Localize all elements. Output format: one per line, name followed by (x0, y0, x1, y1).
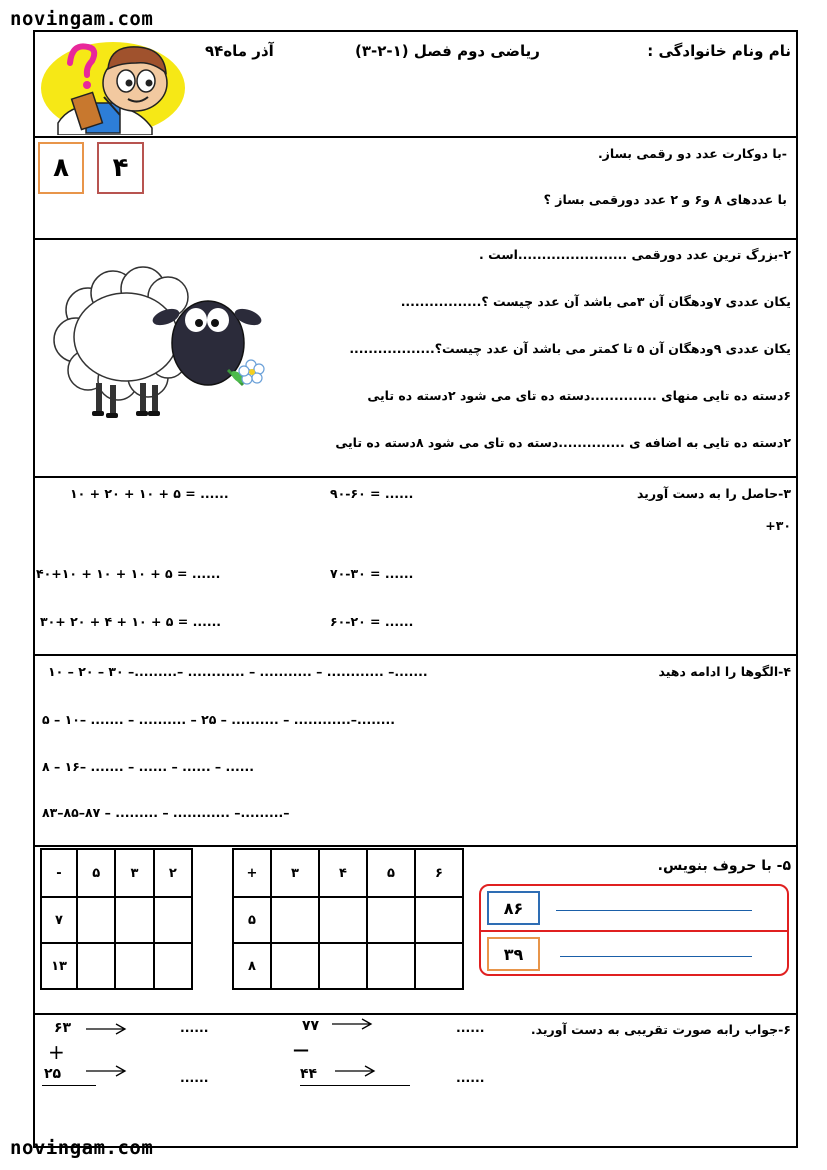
header-cell: ۳ (115, 849, 153, 897)
date-label: آذر ماه۹۴ (205, 42, 274, 60)
answer-cell[interactable] (367, 897, 415, 943)
divider (33, 476, 798, 478)
row-header-cell: ۱۳ (41, 943, 77, 989)
answer-cell[interactable] (415, 897, 463, 943)
header-cell: ۴ (319, 849, 367, 897)
answer-cell[interactable] (154, 897, 192, 943)
q6-add-top: ۶۳ (54, 1020, 72, 1036)
divider (33, 654, 798, 656)
q5-title: ۵- با حروف بنویس. (657, 858, 791, 874)
q4-title: ۴-الگوها را ادامه دهید (658, 664, 791, 679)
header-cell: ۶ (415, 849, 463, 897)
answer-cell[interactable] (154, 943, 192, 989)
number-box-86: ۸۶ (487, 891, 540, 925)
name-label: نام ونام خانوادگی : (647, 42, 791, 60)
op-cell: - (41, 849, 77, 897)
q6-add-bottom: ۲۵ (44, 1066, 62, 1082)
watermark-top: novingam.com (10, 8, 154, 30)
row-header-cell: ۷ (41, 897, 77, 943)
q3-expr: ۳۰+ ۲۰ + ۴ + ۱۰ + ۵ = ...... (40, 614, 222, 629)
q2-line5: ۲دسته ده تایی به اضافه ی ..............دسته ده تای می شود ۸دسته ده تایی (335, 435, 791, 450)
header-cell: ۵ (77, 849, 115, 897)
answer-cell[interactable] (271, 943, 319, 989)
q6-sub-op: — (293, 1040, 309, 1059)
frame-divider (481, 930, 787, 932)
q3-expr: ۹۰-۶۰ = ...... (330, 486, 414, 501)
sum-line (42, 1085, 96, 1086)
answer-cell[interactable] (319, 897, 367, 943)
q4-pattern: ۵ – ۱۰– ....... – .......... – ۲۵ – .......... – ............–........ (42, 712, 395, 727)
q3-expr: ۱۰ + ۲۰ + ۱۰ + ۵ = ...... (70, 486, 229, 501)
q2-line4: ۶دسته ده تایی منهای ..............دسته ده تای می شود ۲دسته ده تایی (367, 388, 791, 403)
watermark-bottom: novingam.com (10, 1137, 154, 1159)
arrow-right-icon (84, 1064, 130, 1078)
op-cell: + (233, 849, 271, 897)
answer-cell[interactable] (115, 897, 153, 943)
arrow-right-icon (330, 1017, 376, 1031)
answer-cell[interactable] (415, 943, 463, 989)
answer-cell[interactable] (319, 943, 367, 989)
q2-line3: یکان عددی ۹ودهگان آن ۵ تا کمتر می باشد آن عدد چیست؟.................. (349, 341, 791, 356)
difference-line (300, 1085, 410, 1086)
subject-title: ریاضی دوم فصل (۱-۲-۳) (355, 42, 540, 60)
divider (33, 1013, 798, 1015)
q6-blank[interactable]: ...... (456, 1020, 485, 1035)
subtraction-table (40, 848, 193, 990)
q1-line1: -با دوکارت عدد دو رقمی بساز. (597, 146, 787, 161)
answer-cell[interactable] (271, 897, 319, 943)
row-header-cell: ۸ (233, 943, 271, 989)
number-box-39: ۳۹ (487, 937, 540, 971)
answer-cell[interactable] (115, 943, 153, 989)
divider (33, 238, 798, 240)
divider (33, 136, 798, 138)
q6-blank[interactable]: ...... (180, 1020, 209, 1035)
q6-title: ۶-جواب رابه صورت تقریبی به دست آورید. (530, 1022, 791, 1037)
q4-pattern: ۸۳–۸۵–۸۷ – ......... – ............ –.........– (42, 805, 290, 820)
q3-title: ۳-حاصل را به دست آورید (636, 486, 791, 501)
addition-table (232, 848, 464, 990)
answer-cell[interactable] (367, 943, 415, 989)
row-header-cell: ۵ (233, 897, 271, 943)
q6-blank[interactable]: ...... (180, 1070, 209, 1085)
q6-blank[interactable]: ...... (456, 1070, 485, 1085)
sheep-illustration (48, 265, 273, 425)
q1-line2: با عددهای ۸ و۶ و ۲ عدد دورقمی بساز ؟ (543, 192, 787, 207)
answer-cell[interactable] (77, 897, 115, 943)
write-line[interactable] (556, 910, 752, 911)
digit-card: ۴ (97, 142, 144, 194)
q6-sub-top: ۷۷ (302, 1018, 320, 1034)
header-cell: ۲ (154, 849, 192, 897)
q4-pattern: ۸ – ۱۶– ....... – ...... – ...... – ...... (42, 759, 255, 774)
q3-expr: ۴۰+۱۰ + ۱۰ + ۱۰ + ۵ = ...... (36, 566, 221, 581)
arrow-right-icon (333, 1064, 379, 1078)
q6-sub-bottom: ۴۴ (300, 1066, 318, 1082)
q2-line2: یکان عددی ۷ودهگان آن ۳می باشد آن عدد چیست ؟................. (400, 294, 791, 309)
answer-cell[interactable] (77, 943, 115, 989)
header-cell: ۵ (367, 849, 415, 897)
divider (33, 845, 798, 847)
q4-pattern: ۱۰ – ۲۰ – ۳۰ –.........– ............ – ........... – ............ –....... (48, 664, 428, 679)
q3-expr: ۷۰-۳۰ = ...... (330, 566, 414, 581)
q6-add-op: + (48, 1040, 65, 1064)
q3-expr: ۶۰-۲۰ = ...... (330, 614, 414, 629)
write-line[interactable] (560, 956, 752, 957)
arrow-right-icon (84, 1022, 130, 1036)
header-cell: ۳ (271, 849, 319, 897)
digit-card: ۸ (38, 142, 84, 194)
cartoon-boy-illustration (40, 33, 190, 135)
q3-title-tail: ۳۰+ (765, 518, 791, 533)
q2-line1: ۲-بزرگ ترین عدد دورقمی .......................است . (478, 247, 791, 262)
